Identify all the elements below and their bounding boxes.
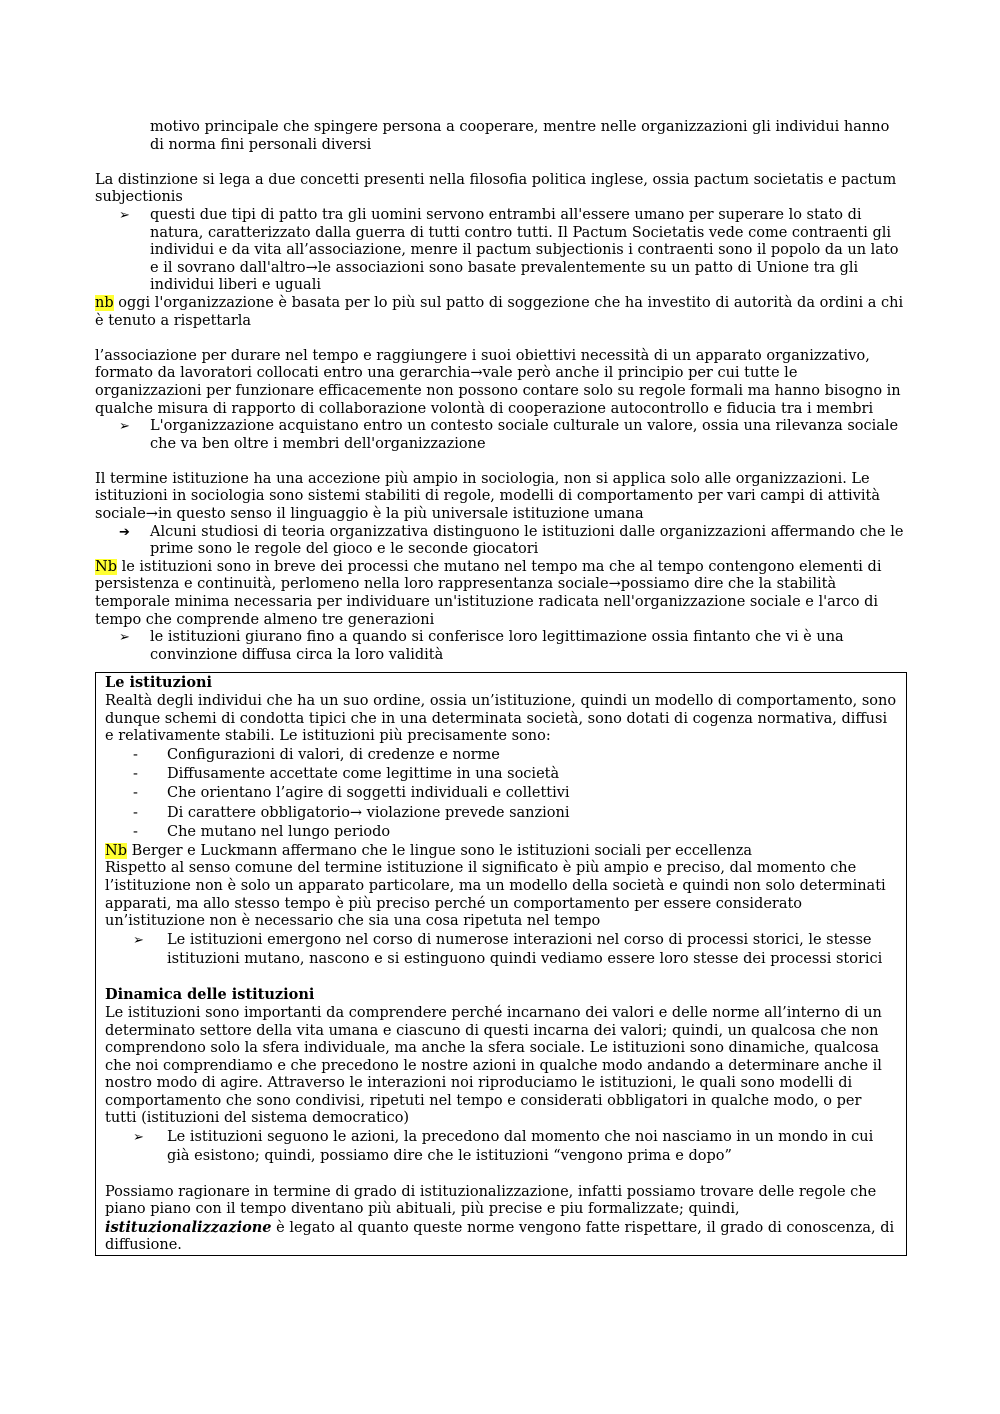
list-item: - Configurazioni di valori, di credenze e norme [133, 747, 500, 764]
bullet-item [105, 1128, 897, 1166]
paragraph: La distinzione si lega a due concetti presenti nella filosofia politica inglese, ossia pactum societatis e pactum subjectionis [95, 171, 897, 206]
bullet-item [95, 119, 907, 154]
list-item: - Diffusamente accettate come legittime in una società [133, 766, 560, 783]
arrowhead-bullet-icon: ➢ [119, 419, 130, 435]
list-item: - Che mutano nel lungo periodo [133, 823, 391, 840]
section-heading: Dinamica delle istituzioni [105, 986, 315, 1004]
bullet-text: L'organizzazione acquistano entro un contesto sociale culturale un valore, ossia una rilevanza sociale che va ben oltre i membri dell'organizzazione [150, 418, 899, 452]
nb-note: Nb Berger e Luckmann affermano che le lingue sono le istituzioni sociali per eccellenza [105, 842, 753, 859]
arrowhead-bullet-icon: ➢ [119, 630, 130, 646]
paragraph: Le istituzioni sono importanti da comprendere perché incarnano dei valori e delle norme all’interno di un determinato settore della vita umana e ciascuno di questi incarna dei valori; quindi, un qualcosa che non comprendono solo la sfera individuale, ma anche la sfera sociale. Le istituzioni sono dinamiche, qualcosa che noi comprendiamo e che precedono le nostre azioni in qualche modo andando a determinare anche il nostro modo di agire. Attraverso le interazioni noi riproduciamo le istituzioni, le quali sono modelli di comportamento che sono condivisi, ripetuti nel tempo e considerati obbligatori in qualche modo, o per tutti (istituzioni del sistema democratico) [105, 1004, 882, 1127]
bullet-text: Le istituzioni emergono nel corso di numerose interazioni nel corso di processi storici, le stesse istituzioni mutano, nascono e si estinguono quindi vediamo essere loro stesse dei processi storici [167, 931, 883, 967]
dash-bullet-icon: - [133, 747, 138, 764]
arrow-bullet-icon: ➔ [119, 524, 130, 540]
bullet-item [95, 207, 907, 295]
dash-bullet-icon: - [133, 785, 138, 802]
nb-highlight: Nb [105, 842, 127, 859]
bullet-item [105, 931, 897, 969]
arrowhead-bullet-icon: ➢ [119, 207, 130, 223]
nb-note: nb oggi l'organizzazione è basata per lo più sul patto di soggezione che ha investito di autorità da ordini a chi è tenuto a rispettarla [95, 294, 904, 329]
arrowhead-bullet-icon: ➢ [133, 932, 144, 948]
bullet-text: questi due tipi di patto tra gli uomini servono entrambi all'essere umano per superare lo stato di natura, caratterizzato dalla guerra di tutti contro tutti. Il Pactum Societatis vede come contraenti gli individui e da vita all’associazione, menre il pactum subjectionis i contraenti sono il popolo da un lato e il sovrano dall'altro→le associazioni sono basate prevalentemente su un patto di Unione tra gli individui liberi e uguali [150, 206, 899, 294]
bullet-text: Alcuni studiosi di teoria organizzativa distinguono le istituzioni dalle organizzazioni affermando che le prime sono le regole del gioco e le seconde giocatori [150, 523, 904, 558]
bullet-item [95, 418, 907, 453]
paragraph: l’associazione per durare nel tempo e raggiungere i suoi obiettivi necessità di un apparato organizzativo, formato da lavoratori collocati entro una gerarchia→vale però anche il principio per cui tutte le organizzazioni per funzionare efficacemente non possono contare solo su regole formali ma hanno bisogno in qualche misura di rapporto di collaborazione volontà di cooperazione autocontrollo e fiducia tra i membri [95, 347, 901, 417]
arrowhead-bullet-icon: ➢ [133, 1130, 144, 1146]
dash-bullet-icon: - [133, 804, 138, 821]
bullet-text: le istituzioni giurano fino a quando si conferisce loro legittimazione ossia fintanto che vi è una convinzione diffusa circa la loro validità [150, 629, 844, 663]
paragraph: Realtà degli individui che ha un suo ordine, ossia un’istituzione, quindi un modello di comportamento, sono dunque schemi di condotta tipici che in una determinata società, sono dotati di cogenza normativa, diffusi e relativamente stabili. Le istituzioni più precisamente sono: [105, 693, 897, 745]
bullet-item [95, 629, 907, 664]
bullet-text: motivo principale che spingere persona a cooperare, mentre nelle organizzazioni gli individui hanno di norma fini personali diversi [150, 119, 890, 153]
nb-highlight: Nb [95, 558, 117, 575]
paragraph: Rispetto al senso comune del termine istituzione il significato è più ampio e preciso, dal momento che l’istituzione non è solo un apparato particolare, ma un modello della società e quindi non solo determinati apparati, ma allo stesso tempo è più preciso perché un comportamento per essere considerato un’istituzione non è necessario che sia una cosa ripetuta nel tempo [105, 860, 886, 930]
list-item: - Che orientano l’agire di soggetti individuali e collettivi [133, 785, 570, 802]
dash-bullet-icon: - [133, 766, 138, 783]
bullet-text: Le istituzioni seguono le azioni, la precedono dal momento che noi nasciamo in un mondo in cui già esistono; quindi, possiamo dire che le istituzioni “vengono prima e dopo” [167, 1129, 874, 1165]
document-page [95, 119, 907, 1256]
bullet-item [95, 524, 907, 559]
paragraph: Possiamo ragionare in termine di grado di istituzionalizzazione, infatti possiamo trovare delle regole che piano piano con il tempo diventano più abituali, più precise e piu formalizzate; quindi, istituzionalizzazione è legato al quanto queste norme vengono fatte rispettare, il grado di conoscenza, di diffusione. [105, 1183, 895, 1254]
paragraph: Il termine istituzione ha una accezione più ampio in sociologia, non si applica solo alle organizzazioni. Le istituzioni in sociologia sono sistemi stabiliti di regole, modelli di comportamento per vari campi di attività sociale→in questo senso il linguaggio è la più universale istituzione umana [95, 470, 880, 523]
list-item: - Di carattere obbligatorio→ violazione prevede sanzioni [133, 804, 570, 821]
nb-note: Nb le istituzioni sono in breve dei processi che mutano nel tempo ma che al tempo contengono elementi di persistenza e continuità, perlomeno nella loro rappresentanza sociale→possiamo dire che la stabilità temporale minima necessaria per individuare un'istituzione radicata nell'organizzazione sociale e l'arco di tempo che comprende almeno tre generazioni [95, 558, 882, 628]
boxed-section [95, 672, 907, 1256]
section-heading: Le istituzioni [105, 674, 213, 692]
dash-bullet-icon: - [133, 823, 138, 840]
key-term: istituzionalizzazione [105, 1218, 272, 1236]
nb-highlight: nb [95, 294, 114, 311]
